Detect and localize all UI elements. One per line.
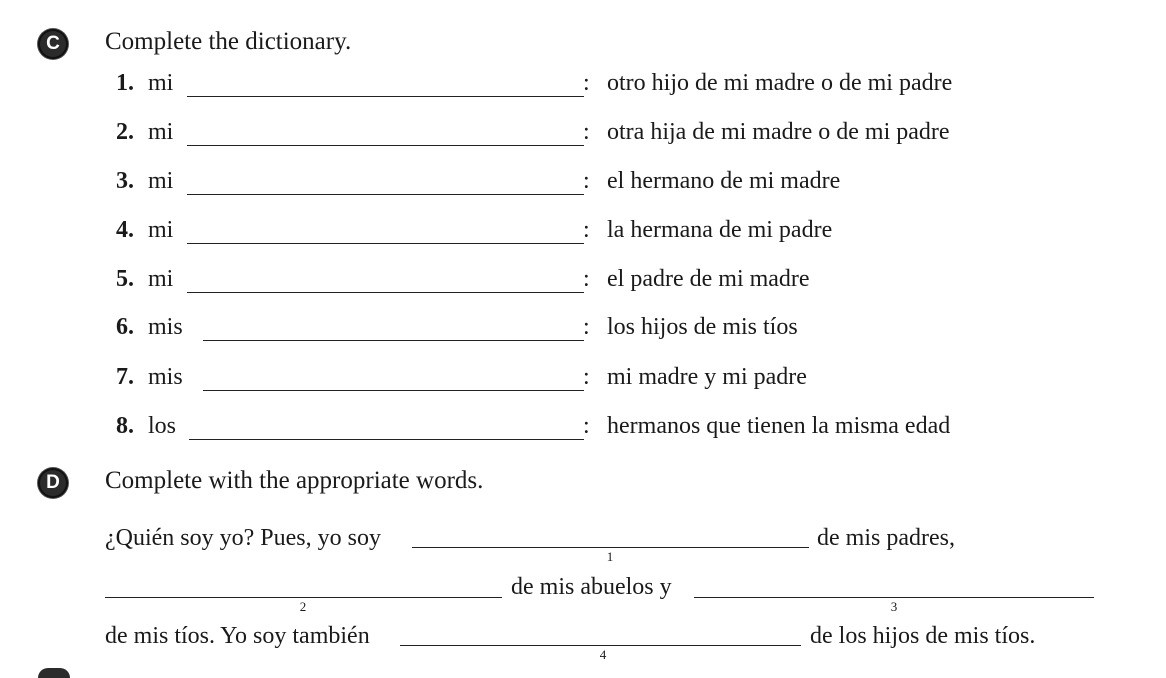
paragraph-blank-1[interactable] bbox=[412, 547, 809, 548]
blank-number-3: 3 bbox=[890, 599, 898, 614]
blank-number-2: 2 bbox=[299, 599, 307, 614]
item-word: mi bbox=[148, 217, 174, 243]
section-c-instruction: Complete the dictionary. bbox=[105, 28, 352, 55]
item-definition: otro hijo de mi madre o de mi padre bbox=[607, 70, 953, 96]
answer-blank-4[interactable] bbox=[187, 243, 584, 244]
colon: : bbox=[583, 266, 590, 292]
blank-number-4: 4 bbox=[599, 647, 607, 662]
blank-number-1: 1 bbox=[606, 549, 614, 564]
colon: : bbox=[583, 119, 590, 145]
next-section-badge-partial bbox=[38, 668, 70, 678]
answer-blank-8[interactable] bbox=[189, 439, 584, 440]
item-number: 4. bbox=[116, 217, 134, 243]
item-definition: la hermana de mi padre bbox=[607, 217, 833, 243]
dictionary-item-2 bbox=[116, 119, 1156, 153]
paragraph-line1-start: ¿Quién soy yo? Pues, yo soy bbox=[105, 525, 381, 551]
item-word: mi bbox=[148, 168, 174, 194]
colon: : bbox=[583, 168, 590, 194]
paragraph-line1-end: de mis padres, bbox=[817, 525, 955, 551]
item-word: mis bbox=[148, 364, 183, 390]
item-definition: los hijos de mis tíos bbox=[607, 314, 798, 340]
item-number: 1. bbox=[116, 70, 134, 96]
colon: : bbox=[583, 217, 590, 243]
paragraph-blank-3[interactable] bbox=[694, 597, 1094, 598]
paragraph-blank-2[interactable] bbox=[105, 597, 502, 598]
item-number: 5. bbox=[116, 266, 134, 292]
answer-blank-3[interactable] bbox=[187, 194, 584, 195]
paragraph-line3-start: de mis tíos. Yo soy también bbox=[105, 623, 370, 649]
item-definition: hermanos que tienen la misma edad bbox=[607, 413, 951, 439]
section-c-badge: C bbox=[38, 29, 68, 59]
dictionary-item-3 bbox=[116, 168, 1156, 202]
dictionary-item-4 bbox=[116, 217, 1156, 251]
item-word: mi bbox=[148, 266, 174, 292]
item-number: 2. bbox=[116, 119, 134, 145]
item-word: los bbox=[148, 413, 177, 439]
dictionary-item-1 bbox=[116, 70, 1156, 104]
item-definition: otra hija de mi madre o de mi padre bbox=[607, 119, 950, 145]
answer-blank-7[interactable] bbox=[203, 390, 584, 391]
paragraph-line3-end: de los hijos de mis tíos. bbox=[810, 623, 1036, 649]
item-word: mi bbox=[148, 119, 174, 145]
colon: : bbox=[583, 314, 590, 340]
colon: : bbox=[583, 413, 590, 439]
colon: : bbox=[583, 364, 590, 390]
answer-blank-5[interactable] bbox=[187, 292, 584, 293]
item-number: 8. bbox=[116, 413, 134, 439]
answer-blank-2[interactable] bbox=[187, 145, 584, 146]
item-word: mi bbox=[148, 70, 174, 96]
item-definition: el padre de mi madre bbox=[607, 266, 810, 292]
dictionary-item-5 bbox=[116, 266, 1156, 300]
section-d-instruction: Complete with the appropriate words. bbox=[105, 467, 484, 494]
item-word: mis bbox=[148, 314, 183, 340]
item-number: 3. bbox=[116, 168, 134, 194]
answer-blank-1[interactable] bbox=[187, 96, 584, 97]
item-definition: el hermano de mi madre bbox=[607, 168, 841, 194]
section-d-badge: D bbox=[38, 468, 68, 498]
colon: : bbox=[583, 70, 590, 96]
item-number: 7. bbox=[116, 364, 134, 390]
answer-blank-6[interactable] bbox=[203, 340, 584, 341]
dictionary-item-8 bbox=[116, 413, 1156, 447]
item-definition: mi madre y mi padre bbox=[607, 364, 807, 390]
dictionary-item-7 bbox=[116, 364, 1156, 398]
paragraph-line2-mid: de mis abuelos y bbox=[511, 574, 672, 600]
item-number: 6. bbox=[116, 314, 134, 340]
paragraph-blank-4[interactable] bbox=[400, 645, 801, 646]
dictionary-item-6 bbox=[116, 314, 1156, 348]
